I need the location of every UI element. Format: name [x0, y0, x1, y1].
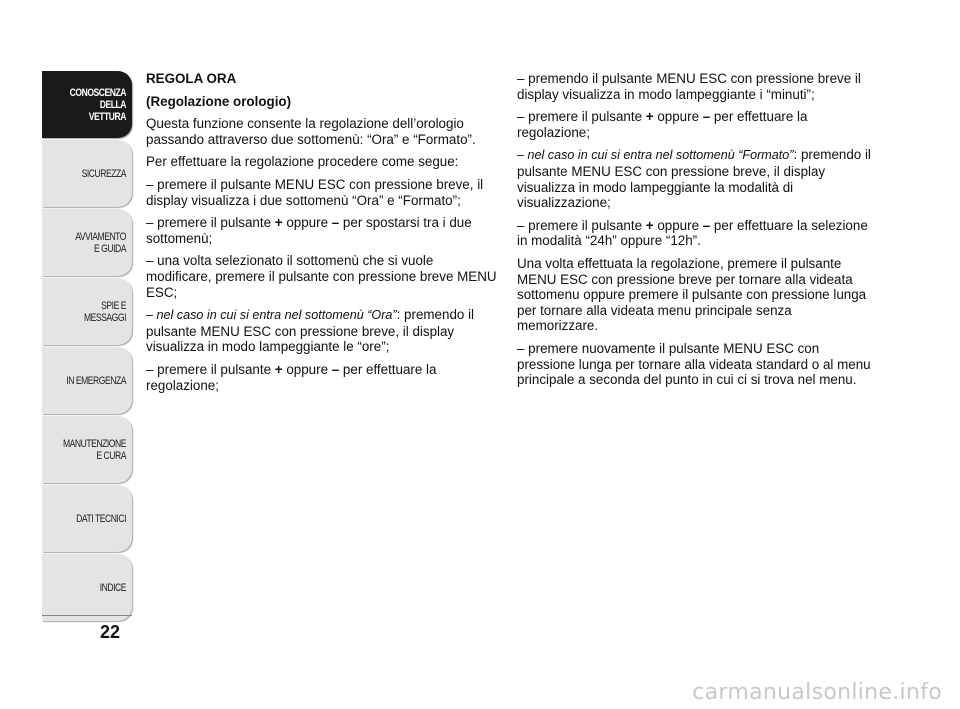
text-fragment: per spostarsi tra i due sottomenù;: [146, 215, 472, 246]
tab-label: AVVIAMENTO E GUIDA: [75, 230, 126, 255]
step-menu-esc: – premere il pulsante MENU ESC con pressione breve, il display visualizza i due sottomenù “Ora” e “Formato”;: [146, 176, 484, 208]
text-fragment: – premere il pulsante: [146, 215, 275, 231]
plus-symbol: +: [645, 109, 654, 125]
text-fragment: oppure: [282, 215, 332, 231]
tab-label: INDICE: [99, 581, 126, 594]
text-fragment: per effettuare la regolazione;: [517, 109, 808, 140]
step-long-press: – premere nuovamente il pulsante MENU ESC con pressione lunga per tornare alla videata standard o al menu principale a seconda del punto in cui ci si trova nel menu.: [517, 340, 871, 388]
watermark: carmanualsonline.info: [692, 680, 942, 705]
after-adjust-paragraph: Una volta effettuata la regolazione, premere il pulsante MENU ESC con pressione breve per tornare alla videata sottomenu oppure premere il pulsante con pressione lunga per tornare alla videata menu principale senza memorizzare.: [517, 255, 867, 334]
ora-case-label: – nel caso in cui si entra nel sottomenù “Ora”: [146, 308, 397, 323]
ora-case: [146, 307, 500, 355]
formato-case-label: – nel caso in cui si entra nel sottomenù “Formato”: [517, 148, 794, 163]
tab-manutenzione-e-cura[interactable]: [42, 416, 132, 483]
text-fragment: oppure: [282, 361, 332, 377]
tab-dati-tecnici[interactable]: [42, 485, 132, 552]
minus-symbol: –: [702, 217, 711, 233]
step-switch-submenu: [146, 215, 500, 246]
text-fragment: per effettuare la selezione in modalità “24h” oppure “12h”.: [517, 217, 868, 249]
text-fragment: : premendo il pulsante MENU ESC con pressione breve, il display visualizza in modo lampeggiante le “ore”;: [146, 307, 475, 355]
step-select-format: [517, 218, 871, 249]
tab-indice[interactable]: [42, 554, 132, 621]
minus-symbol: –: [702, 109, 711, 125]
text-fragment: per effettuare la regolazione;: [146, 361, 437, 393]
text-fragment: oppure: [653, 217, 703, 233]
text-fragment: – premere il pulsante: [517, 217, 646, 233]
text-fragment: – premere il pulsante: [146, 361, 275, 377]
step-adjust-hours: [146, 362, 500, 393]
text-fragment: – premere il pulsante: [517, 109, 646, 125]
step-minutes: – premendo il pulsante MENU ESC con pressione breve il display visualizza in modo lampeggiante i “minuti”;: [517, 71, 861, 102]
tab-avviamento-e-guida[interactable]: [42, 209, 132, 276]
chapter-tabs: [42, 71, 132, 623]
tab-label: MANUTENZIONE E CURA: [62, 437, 126, 462]
tab-label: SICUREZZA: [81, 167, 126, 180]
text-fragment: oppure: [653, 109, 703, 125]
step-adjust-minutes: [517, 109, 871, 140]
section-title: REGOLA ORA: [146, 71, 237, 86]
tab-label: IN EMERGENZA: [66, 374, 126, 387]
text-column-left: [146, 71, 500, 400]
tab-label: SPIE E MESSAGGI: [83, 299, 126, 324]
text-fragment: : premendo il pulsante MENU ESC con pressione breve, il display visualizza in modo lampeggiante la modalità di visualizzazione;: [517, 147, 871, 211]
sidebar-divider: [42, 615, 132, 616]
plus-symbol: +: [274, 361, 283, 377]
minus-symbol: –: [331, 361, 340, 377]
plus-symbol: +: [274, 215, 283, 231]
minus-symbol: –: [331, 215, 340, 231]
plus-symbol: +: [645, 217, 654, 233]
tab-spie-e-messaggi[interactable]: [42, 278, 132, 345]
formato-case: [517, 147, 871, 210]
tab-conoscenza-della-vettura[interactable]: [42, 71, 132, 138]
tab-in-emergenza[interactable]: [42, 347, 132, 414]
text-column-right: [517, 71, 871, 395]
tab-label: DATI TECNICI: [76, 512, 126, 525]
tab-sicurezza[interactable]: [42, 140, 132, 207]
tab-label: CONOSCENZA DELLA VETTURA: [69, 86, 126, 123]
page-number: 22: [100, 622, 121, 642]
section-subtitle: (Regolazione orologio): [146, 93, 292, 109]
procedure-intro: Per effettuare la regolazione procedere come segue:: [146, 154, 459, 170]
step-select-submenu: – una volta selezionato il sottomenù che si vuole modificare, premere il pulsante con pressione breve MENU ESC;: [146, 253, 497, 300]
intro-paragraph: Questa funzione consente la regolazione dell’orologio passando attraverso due sottomenù: “Ora” e “Formato”.: [146, 116, 476, 147]
